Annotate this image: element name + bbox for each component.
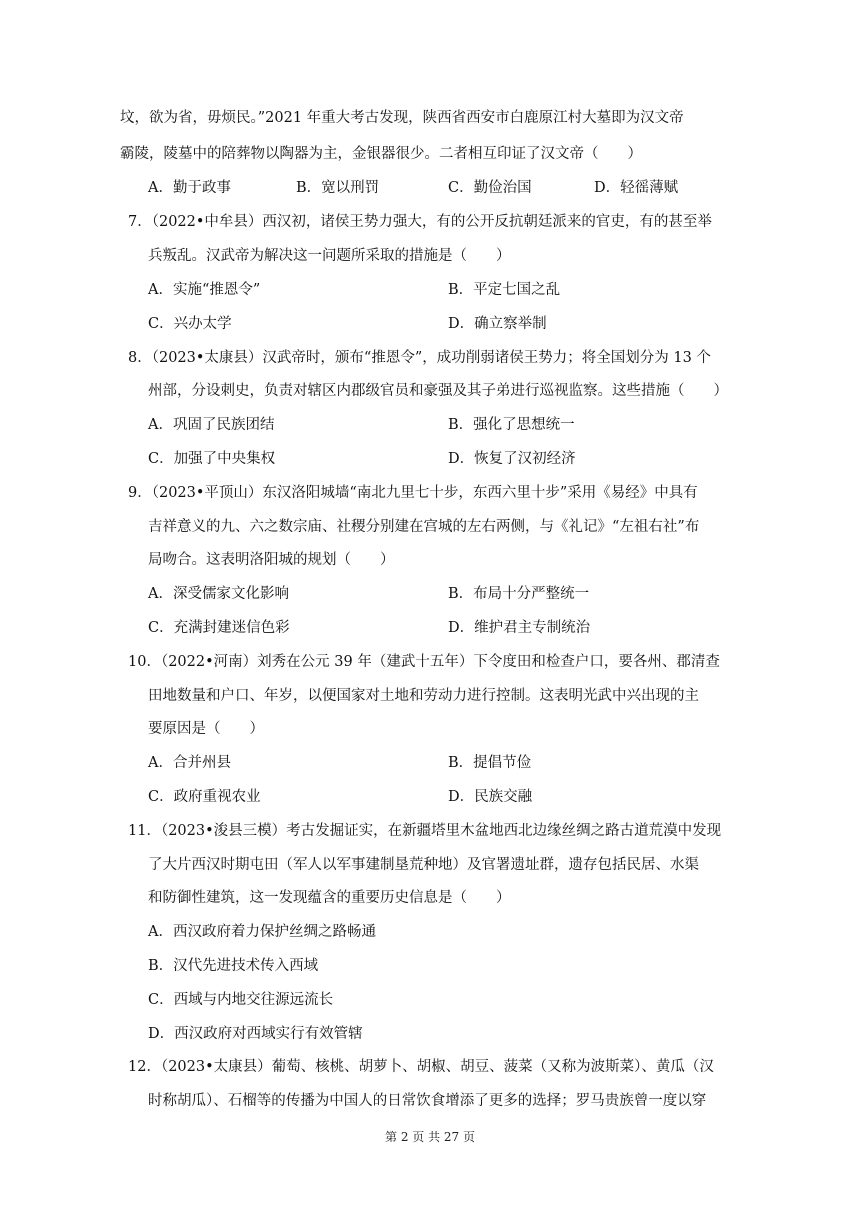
q11-line-1: 11．（2023•浚县三模）考古发掘证实，在新疆塔里木盆地西北边缘丝绸之路古道荒漠中发现: [128, 823, 722, 839]
q8-line-1: 8．（2023•太康县）汉武帝时，颁布“推恩令”，成功削弱诸侯王势力；将全国划分为 13 个: [128, 350, 711, 366]
q8-option-d[interactable]: D．恢复了汉初经济: [448, 451, 576, 467]
q9-line-1: 9．（2023•平顶山）东汉洛阳城墙“南北九里七十步，东西六里十步”采用《易经》中具有: [128, 485, 698, 501]
q10-option-d[interactable]: D．民族交融: [448, 789, 533, 805]
q7-line-1: 7．（2022•中牟县）西汉初，诸侯王势力强大，有的公开反抗朝廷派来的官吏，有的甚至举: [128, 214, 712, 230]
q8-option-c[interactable]: C．加强了中央集权: [148, 451, 276, 467]
q8-line-2: 州部，分设刺史，负责对辖区内郡级官员和豪强及其子弟进行巡视监察。这些措施（ ）: [148, 383, 728, 399]
q10-option-c[interactable]: C．政府重视农业: [148, 789, 261, 805]
q10-line-3: 要原因是（ ）: [148, 721, 264, 737]
q11-option-d[interactable]: D．西汉政府对西域实行有效管辖: [148, 1026, 363, 1042]
q9-line-2: 吉祥意义的九、六之数宗庙、社稷分别建在宫城的左右两侧，与《礼记》“左祖右社”布: [148, 519, 700, 535]
q7-option-a[interactable]: A．实施“推恩令”: [148, 282, 261, 298]
q9-option-b[interactable]: B．布局十分严整统一: [448, 586, 590, 602]
q9-option-d[interactable]: D．维护君主专制统治: [448, 620, 591, 636]
q10-option-b[interactable]: B．提倡节俭: [448, 755, 532, 771]
q12-line-1: 12．（2023•太康县）葡萄、核桃、胡萝卜、胡椒、胡豆、菠菜（又称为波斯菜）、黄瓜（汉: [128, 1059, 714, 1075]
q8-option-b[interactable]: B．强化了思想统一: [448, 417, 575, 433]
q9-option-a[interactable]: A．深受儒家文化影响: [148, 586, 289, 602]
q7-option-b[interactable]: B．平定七国之乱: [448, 282, 561, 298]
intro-option-c[interactable]: C．勤俭治国: [448, 180, 532, 196]
q11-line-3: 和防御性建筑，这一发现蕴含的重要历史信息是（ ）: [148, 890, 511, 906]
q9-option-c[interactable]: C．充满封建迷信色彩: [148, 620, 290, 636]
q8-option-a[interactable]: A．巩固了民族团结: [148, 417, 275, 433]
q7-option-d[interactable]: D．确立察举制: [448, 316, 547, 332]
q11-option-c[interactable]: C．西域与内地交往源远流长: [148, 992, 334, 1008]
intro-option-b[interactable]: B．宽以刑罚: [296, 180, 380, 196]
q11-option-b[interactable]: B．汉代先进技术传入西域: [148, 958, 319, 974]
q12-line-2: 时称胡瓜）、石榴等的传播为中国人的日常饮食增添了更多的选择；罗马贵族曾一度以穿: [148, 1093, 707, 1109]
q9-line-3: 局吻合。这表明洛阳城的规划（ ）: [148, 552, 395, 568]
q10-line-1: 10．（2022•河南）刘秀在公元 39 年（建武十五年）下令度田和检查户口，要各州、郡清查: [128, 654, 720, 670]
q11-option-a[interactable]: A．西汉政府着力保护丝绸之路畅通: [148, 924, 376, 940]
q11-line-2: 了大片西汉时期屯田（军人以军事建制垦荒种地）及官署遗址群，遗存包括民居、水渠: [148, 857, 699, 873]
intro-option-d[interactable]: D．轻徭薄赋: [594, 180, 679, 196]
q7-line-2: 兵叛乱。汉武帝为解决这一问题所采取的措施是（ ）: [148, 248, 511, 264]
q10-line-2: 田地数量和户口、年岁，以便国家对土地和劳动力进行控制。这表明光武中兴出现的主: [148, 688, 699, 704]
intro-line-2: 霸陵，陵墓中的陪葬物以陶器为主，金银器很少。二者相互印证了汉文帝（ ）: [120, 146, 642, 162]
q10-option-a[interactable]: A．合并州县: [148, 755, 231, 771]
intro-line-1: 坟，欲为省，毋烦民。”2021 年重大考古发现，陕西省西安市白鹿原江村大墓即为汉文帝: [120, 110, 684, 126]
intro-option-a[interactable]: A．勤于政事: [148, 180, 231, 196]
q7-option-c[interactable]: C．兴办太学: [148, 316, 232, 332]
page-footer: 第 2 页 共 27 页: [385, 1130, 475, 1144]
